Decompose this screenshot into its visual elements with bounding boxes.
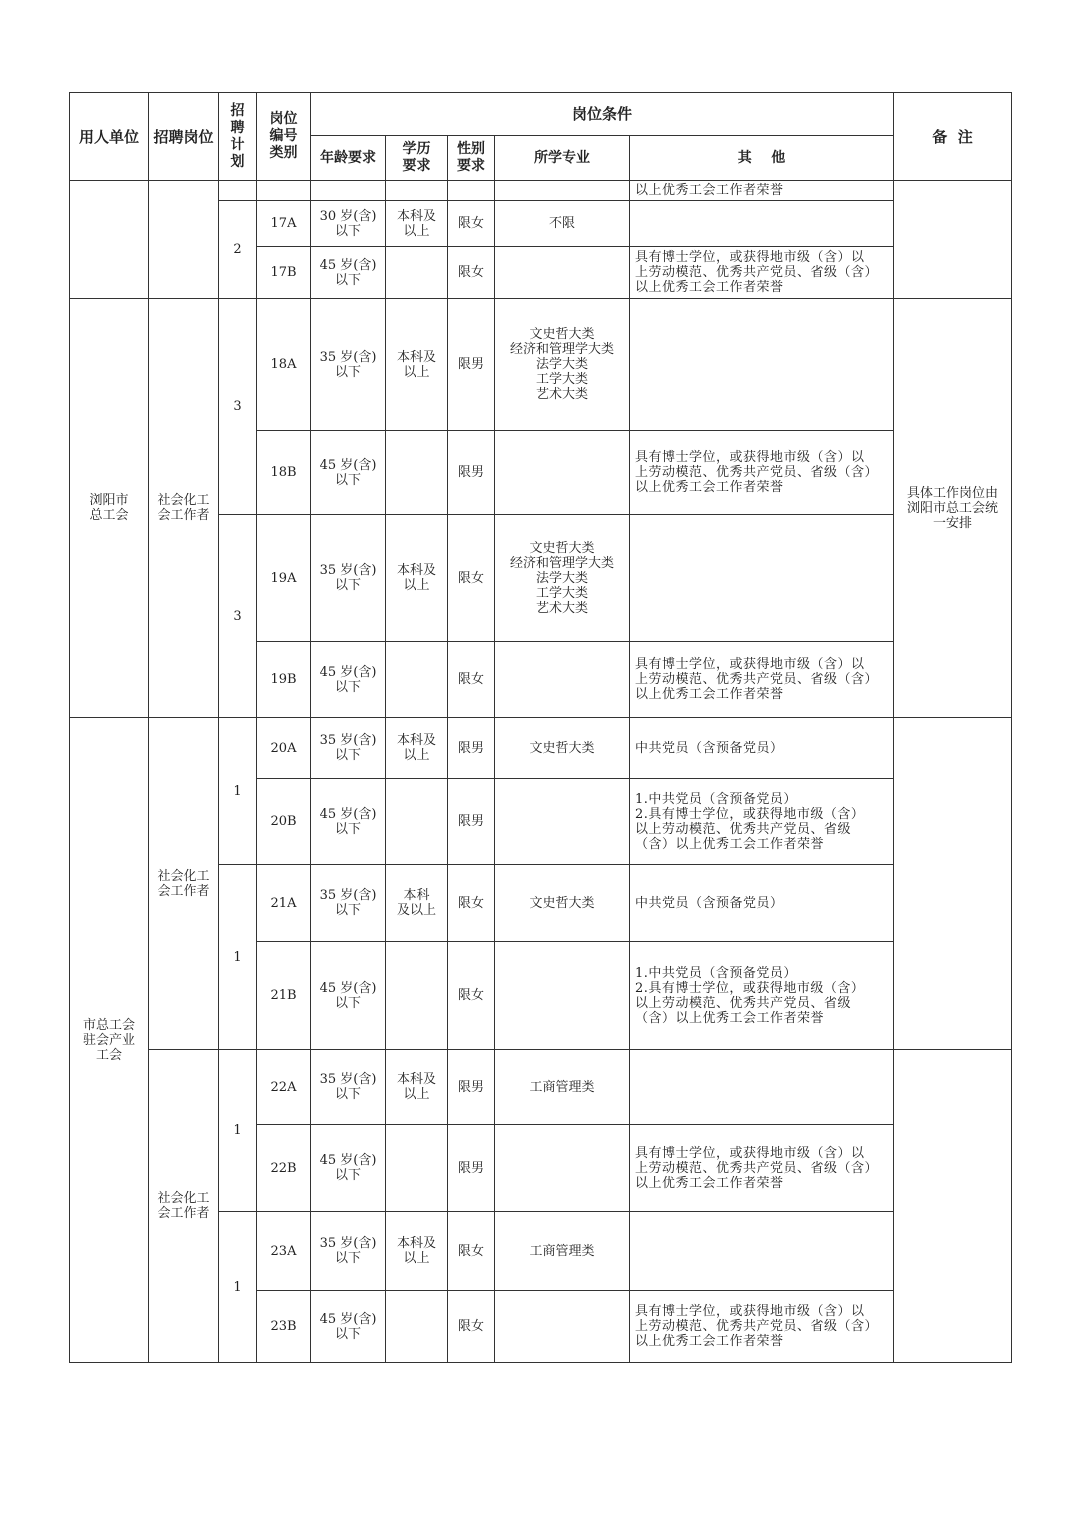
- gender-cell: 限男: [448, 299, 495, 431]
- gender-cell: 限女: [448, 515, 495, 642]
- code-cell: 21B: [257, 942, 311, 1050]
- other-cell: 1.中共党员（含预备党员） 2.具有博士学位，或获得地市级（含） 以上劳动模范、优秀共产党员、省级 （含）以上优秀工会工作者荣誉: [630, 779, 894, 865]
- major-cell: [495, 431, 630, 515]
- age-cell: 35 岁(含) 以下: [311, 515, 386, 642]
- age-cell: 45 岁(含) 以下: [311, 1291, 386, 1363]
- major-cell: 文史哲大类 经济和管理学大类 法学大类 工学大类 艺术大类: [495, 299, 630, 431]
- code-cell: 23B: [257, 1291, 311, 1363]
- major-cell: [495, 1125, 630, 1212]
- major-cell: [495, 247, 630, 299]
- other-cell: [630, 299, 894, 431]
- other-cell: 具有博士学位，或获得地市级（含）以 上劳动模范、优秀共产党员、省级（含） 以上优秀工会工作者荣誉: [630, 642, 894, 718]
- other-cell: 中共党员（含预备党员）: [630, 865, 894, 942]
- header-other: 其 他: [630, 136, 894, 181]
- major-cell: 工商管理类: [495, 1050, 630, 1125]
- other-cell: 具有博士学位，或获得地市级（含）以 上劳动模范、优秀共产党员、省级（含） 以上优秀工会工作者荣誉: [630, 1125, 894, 1212]
- age-cell: 35 岁(含) 以下: [311, 1212, 386, 1291]
- code-cell: 19A: [257, 515, 311, 642]
- gender-cell: 限男: [448, 431, 495, 515]
- code-cell: 19B: [257, 642, 311, 718]
- edu-cell: [386, 942, 448, 1050]
- other-cell: 中共党员（含预备党员）: [630, 718, 894, 779]
- header-unit: 用人单位: [70, 93, 149, 181]
- edu-cell: 本科及 以上: [386, 515, 448, 642]
- header-age: 年龄要求: [311, 136, 386, 181]
- major-cell: [495, 779, 630, 865]
- other-cell: 1.中共党员（含预备党员） 2.具有博士学位，或获得地市级（含） 以上劳动模范、优秀共产党员、省级 （含）以上优秀工会工作者荣誉: [630, 942, 894, 1050]
- table-row: [70, 1050, 1012, 1125]
- gender-cell: 限女: [448, 1291, 495, 1363]
- age-cell: 35 岁(含) 以下: [311, 865, 386, 942]
- header-position: 招聘岗位: [149, 93, 219, 181]
- gender-cell: 限女: [448, 247, 495, 299]
- gender-cell: 限男: [448, 718, 495, 779]
- edu-cell: 本科及 以上: [386, 1050, 448, 1125]
- other-cell: [630, 1050, 894, 1125]
- position-cell-empty: [149, 181, 219, 299]
- edu-cell: [386, 779, 448, 865]
- other-cell: 具有博士学位，或获得地市级（含）以 上劳动模范、优秀共产党员、省级（含） 以上优秀工会工作者荣誉: [630, 431, 894, 515]
- plan-cell: 1: [219, 1050, 257, 1212]
- major-cell: [495, 642, 630, 718]
- code-cell: 17B: [257, 247, 311, 299]
- plan-cell: 2: [219, 201, 257, 299]
- age-cell: 45 岁(含) 以下: [311, 942, 386, 1050]
- age-cell: 45 岁(含) 以下: [311, 247, 386, 299]
- gender-cell: 限男: [448, 1125, 495, 1212]
- unit-cell-empty: [70, 181, 149, 299]
- gender-cell: 限男: [448, 779, 495, 865]
- remark-cell: 具体工作岗位由 浏阳市总工会统 一安排: [894, 299, 1012, 718]
- recruitment-table: [69, 92, 1012, 1363]
- other-cell: 具有博士学位，或获得地市级（含）以 上劳动模范、优秀共产党员、省级（含） 以上优秀工会工作者荣誉: [630, 1291, 894, 1363]
- edu-cell: [386, 1291, 448, 1363]
- edu-cell: 本科及 以上: [386, 1212, 448, 1291]
- code-cell: 22B: [257, 1125, 311, 1212]
- header-gender: 性别 要求: [448, 136, 495, 181]
- other-cell: 具有博士学位，或获得地市级（含）以 上劳动模范、优秀共产党员、省级（含） 以上优秀工会工作者荣誉: [630, 247, 894, 299]
- gender-cell: 限女: [448, 1212, 495, 1291]
- header-conditions: 岗位条件: [311, 93, 894, 136]
- code-cell: 18B: [257, 431, 311, 515]
- plan-cell: 1: [219, 1212, 257, 1363]
- header-major: 所学专业: [495, 136, 630, 181]
- plan-cell: 1: [219, 718, 257, 865]
- edu-cell: 本科 及以上: [386, 865, 448, 942]
- edu-cell: [386, 247, 448, 299]
- edu-cell: 本科及 以上: [386, 201, 448, 247]
- unit-cell: 浏阳市 总工会: [70, 299, 149, 718]
- major-cell: 文史哲大类: [495, 718, 630, 779]
- major-cell: 文史哲大类 经济和管理学大类 法学大类 工学大类 艺术大类: [495, 515, 630, 642]
- major-cell: [495, 942, 630, 1050]
- table-row: [70, 181, 1012, 201]
- code-cell: 20B: [257, 779, 311, 865]
- major-cell: [495, 1291, 630, 1363]
- age-cell: 35 岁(含) 以下: [311, 299, 386, 431]
- major-cell: 文史哲大类: [495, 865, 630, 942]
- remark-cell-empty: [894, 1050, 1012, 1363]
- table-row: [70, 299, 1012, 431]
- edu-cell: [386, 642, 448, 718]
- gender-cell: 限女: [448, 942, 495, 1050]
- other-cell: [630, 1212, 894, 1291]
- code-cell: 17A: [257, 201, 311, 247]
- age-cell: 35 岁(含) 以下: [311, 1050, 386, 1125]
- unit-cell: 市总工会 驻会产业 工会: [70, 718, 149, 1363]
- header-edu: 学历 要求: [386, 136, 448, 181]
- other-cell: [630, 515, 894, 642]
- header-code: 岗位 编号 类别: [257, 93, 311, 181]
- code-cell: 21A: [257, 865, 311, 942]
- age-cell: 30 岁(含) 以下: [311, 201, 386, 247]
- gender-cell: 限女: [448, 865, 495, 942]
- age-cell: 45 岁(含) 以下: [311, 779, 386, 865]
- position-cell: 社会化工 会工作者: [149, 299, 219, 718]
- age-cell: 35 岁(含) 以下: [311, 718, 386, 779]
- edu-cell: 本科及 以上: [386, 718, 448, 779]
- code-cell: 18A: [257, 299, 311, 431]
- gender-cell: 限女: [448, 201, 495, 247]
- remark-cell-empty: [894, 718, 1012, 1050]
- other-cell: 以上优秀工会工作者荣誉: [630, 181, 894, 201]
- other-cell: [630, 201, 894, 247]
- header-plan: 招 聘 计 划: [219, 93, 257, 181]
- remark-cell-empty: [894, 181, 1012, 299]
- plan-cell: 3: [219, 515, 257, 718]
- table-row: [70, 718, 1012, 779]
- edu-cell: 本科及 以上: [386, 299, 448, 431]
- major-cell: 不限: [495, 201, 630, 247]
- edu-cell: [386, 1125, 448, 1212]
- gender-cell: 限男: [448, 1050, 495, 1125]
- age-cell: 45 岁(含) 以下: [311, 642, 386, 718]
- code-cell: 20A: [257, 718, 311, 779]
- age-cell: 45 岁(含) 以下: [311, 1125, 386, 1212]
- code-cell: 23A: [257, 1212, 311, 1291]
- age-cell: 45 岁(含) 以下: [311, 431, 386, 515]
- code-cell: 22A: [257, 1050, 311, 1125]
- header-remarks: 备 注: [894, 93, 1012, 181]
- plan-cell: 3: [219, 299, 257, 515]
- gender-cell: 限女: [448, 642, 495, 718]
- major-cell: 工商管理类: [495, 1212, 630, 1291]
- edu-cell: [386, 431, 448, 515]
- position-cell: 社会化工 会工作者: [149, 1050, 219, 1363]
- plan-cell: 1: [219, 865, 257, 1050]
- position-cell: 社会化工 会工作者: [149, 718, 219, 1050]
